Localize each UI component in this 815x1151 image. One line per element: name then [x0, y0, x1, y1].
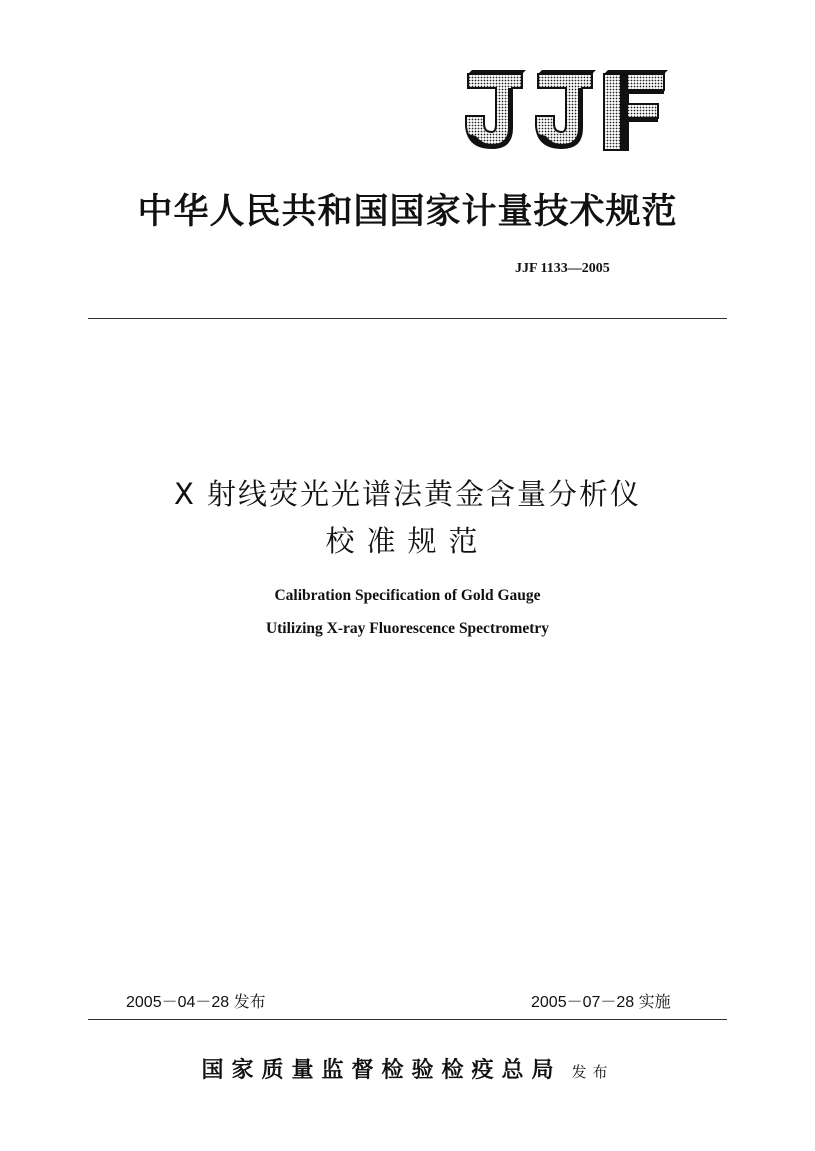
bottom-divider [88, 1019, 727, 1020]
document-code: JJF 1133—2005 [515, 261, 610, 276]
issue-date: 2005－04－28 发布 [126, 994, 266, 1011]
top-divider [88, 318, 727, 319]
publisher-suffix: 发布 [571, 1063, 614, 1081]
implementation-date: 2005－07－28 实施 [531, 994, 671, 1011]
publisher-name: 国家质量监督检验检疫总局 [201, 1058, 562, 1083]
english-title-line2: Utilizing X-ray Fluorescence Spectrometry [265, 620, 550, 637]
jjf-logo-icon [462, 70, 668, 154]
document-title-line2: 校准规范 [325, 524, 490, 558]
english-title-line1: Calibration Specification of Gold Gauge [274, 587, 541, 604]
publisher [0, 1053, 815, 1084]
standard-series-title: 中华人民共和国国家计量技术规范 [137, 192, 678, 232]
document-title-line1: X 射线荧光光谱法黄金含量分析仪 [173, 477, 642, 511]
